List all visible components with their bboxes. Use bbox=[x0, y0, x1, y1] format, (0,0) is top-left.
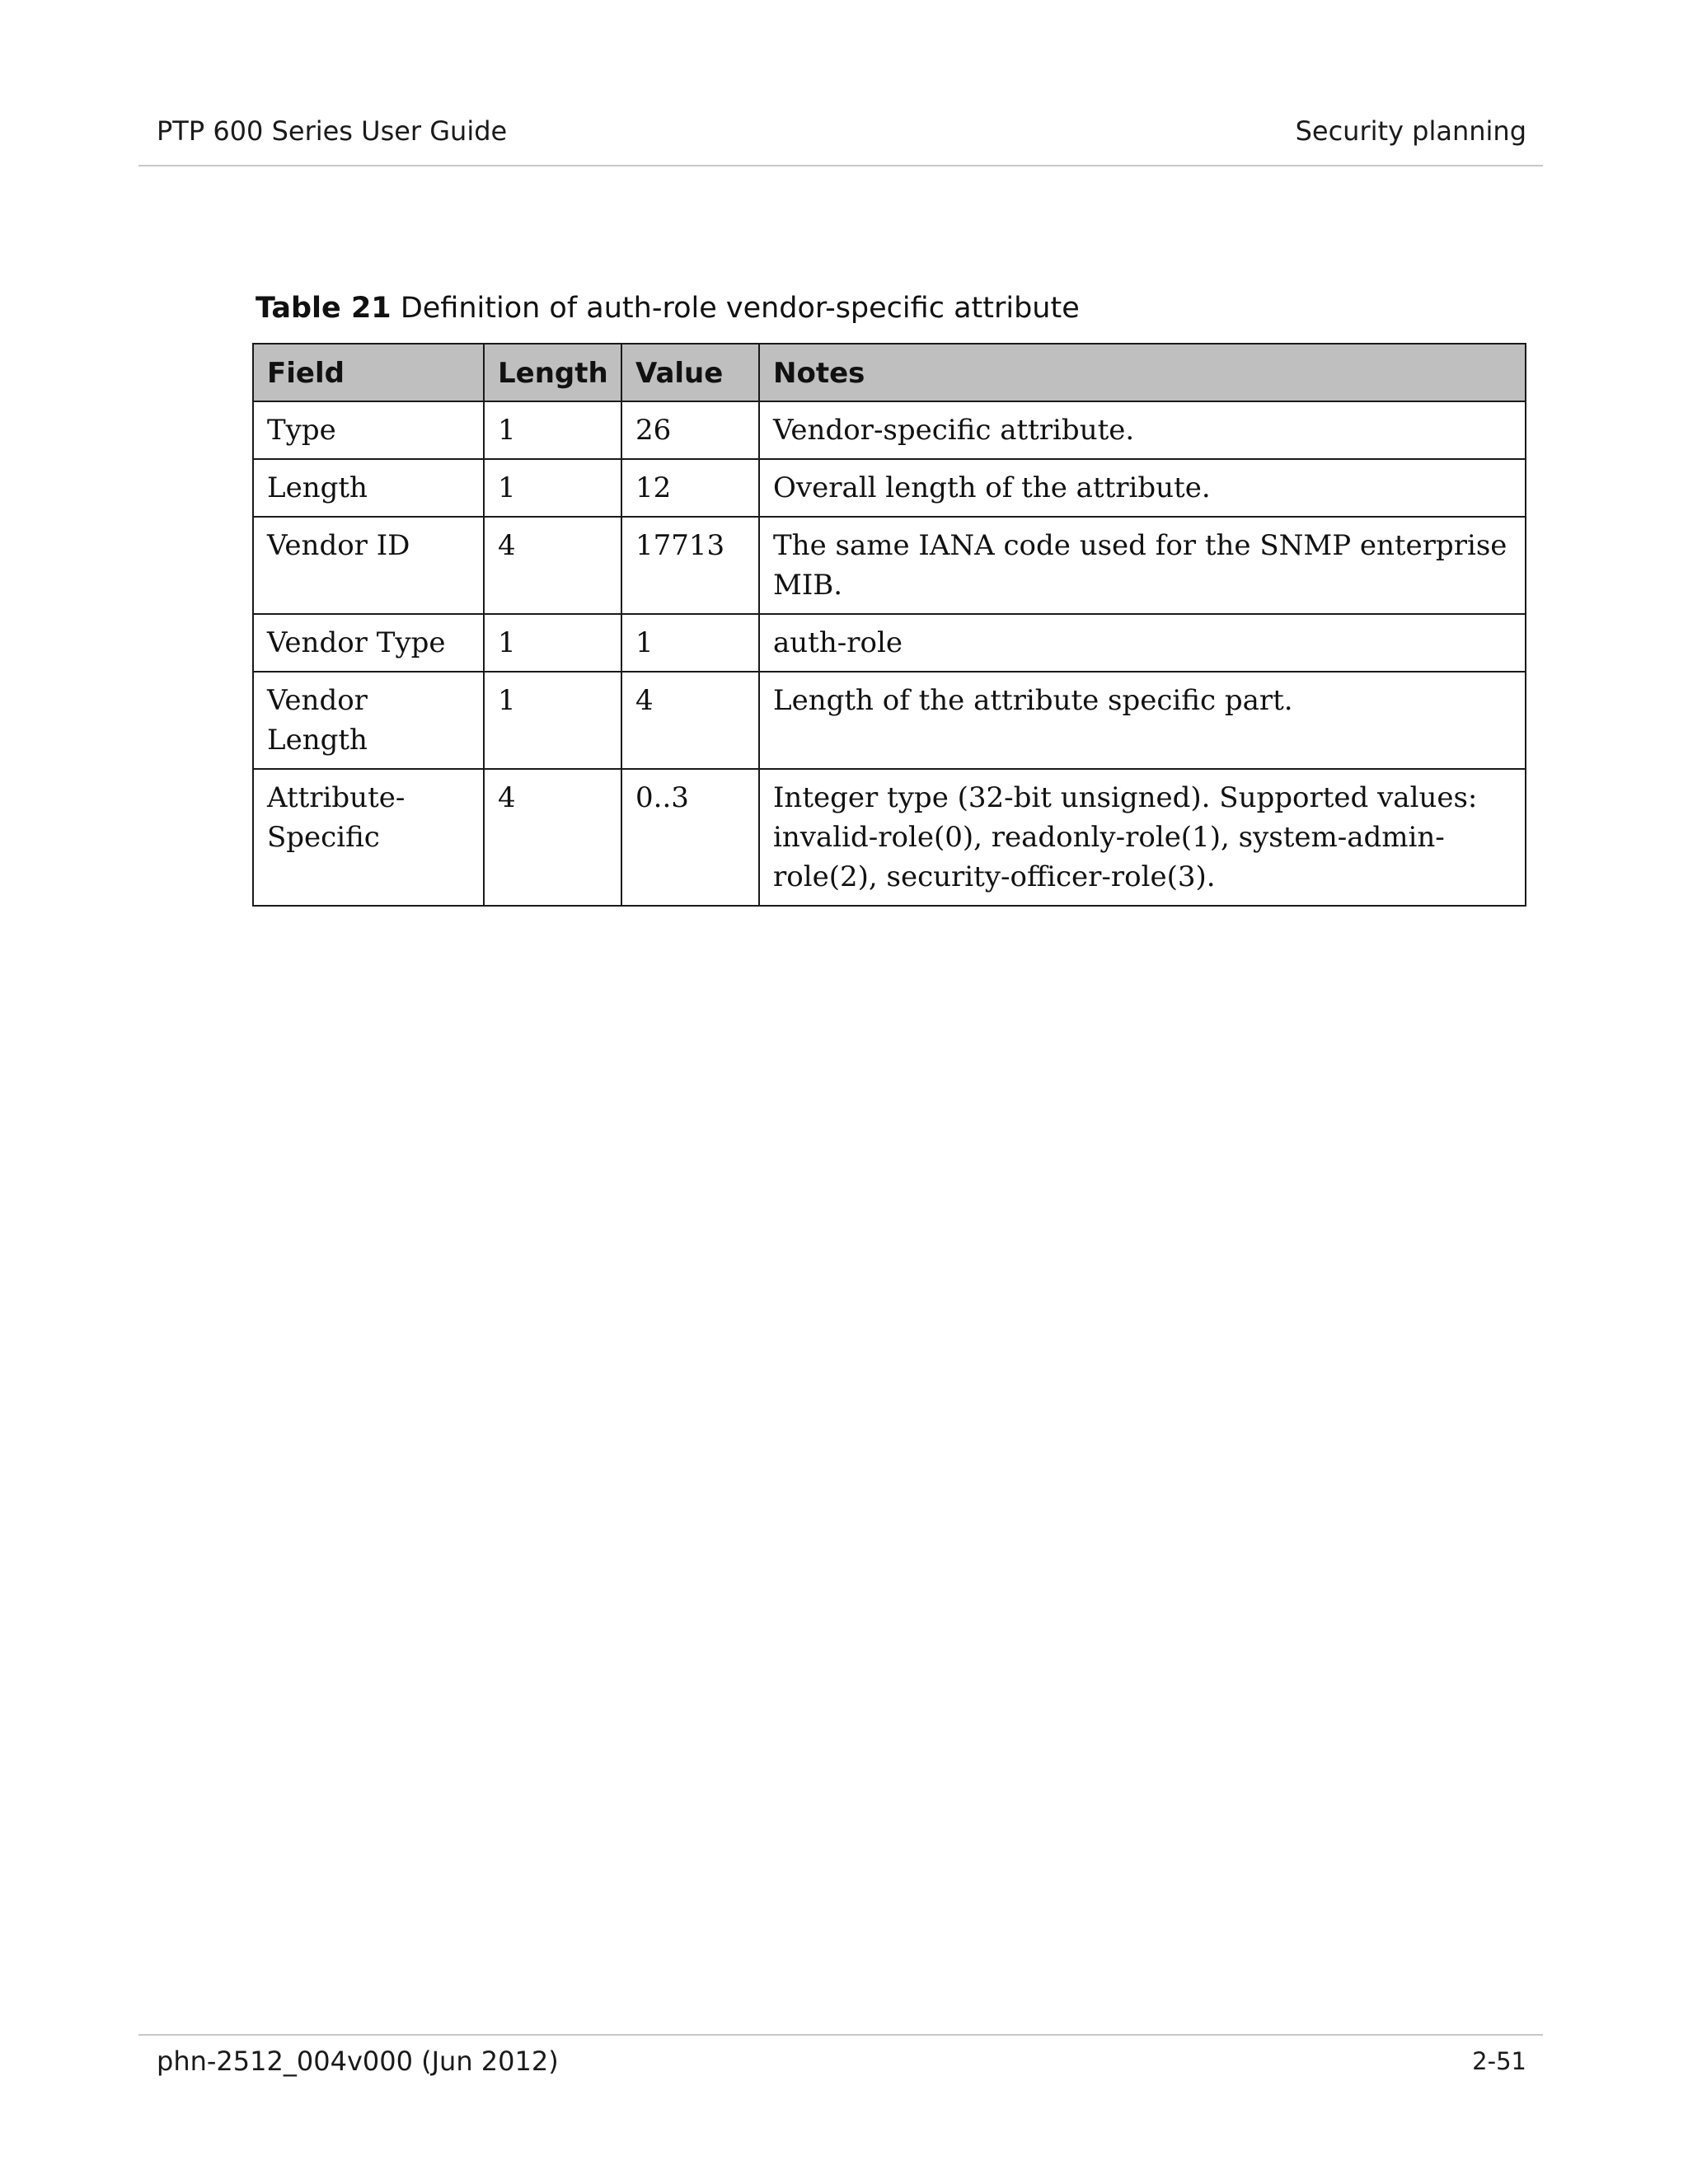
document-id: phn-2512_004v000 (Jun 2012) bbox=[157, 2046, 559, 2077]
cell-length: 4 bbox=[484, 517, 621, 614]
cell-value: 17713 bbox=[621, 517, 759, 614]
document-title: PTP 600 Series User Guide bbox=[157, 115, 508, 147]
cell-notes: Length of the attribute specific part. bbox=[759, 672, 1526, 769]
table-row bbox=[253, 769, 1526, 906]
attribute-definition-table bbox=[252, 343, 1526, 907]
cell-length: 1 bbox=[484, 459, 621, 517]
table-row bbox=[253, 401, 1526, 459]
cell-value: 4 bbox=[621, 672, 759, 769]
table-number: Table 21 bbox=[256, 292, 392, 325]
cell-value: 12 bbox=[621, 459, 759, 517]
page-footer bbox=[138, 2034, 1543, 2118]
cell-field: Vendor Type bbox=[253, 614, 484, 672]
cell-notes: Integer type (32-bit unsigned). Supported values: invalid-role(0), readonly-role(1), system-admin-role(2), security-officer-role(3). bbox=[759, 769, 1526, 906]
column-header-field: Field bbox=[253, 344, 484, 401]
cell-length: 1 bbox=[484, 401, 621, 459]
table-row bbox=[253, 614, 1526, 672]
table-row bbox=[253, 517, 1526, 614]
cell-value: 0..3 bbox=[621, 769, 759, 906]
table-row bbox=[253, 672, 1526, 769]
cell-field: Type bbox=[253, 401, 484, 459]
cell-value: 1 bbox=[621, 614, 759, 672]
cell-length: 1 bbox=[484, 614, 621, 672]
column-header-length: Length bbox=[484, 344, 621, 401]
table-header-row bbox=[253, 344, 1526, 401]
cell-notes: The same IANA code used for the SNMP enterprise MIB. bbox=[759, 517, 1526, 614]
cell-notes: Overall length of the attribute. bbox=[759, 459, 1526, 517]
column-header-value: Value bbox=[621, 344, 759, 401]
cell-field: Vendor Length bbox=[253, 672, 484, 769]
cell-notes: Vendor-specific attribute. bbox=[759, 401, 1526, 459]
table-row bbox=[253, 459, 1526, 517]
page-header bbox=[138, 0, 1543, 166]
cell-value: 26 bbox=[621, 401, 759, 459]
cell-field: Length bbox=[253, 459, 484, 517]
page-number: 2-51 bbox=[1472, 2047, 1526, 2075]
cell-length: 4 bbox=[484, 769, 621, 906]
cell-field: Attribute-Specific bbox=[253, 769, 484, 906]
cell-length: 1 bbox=[484, 672, 621, 769]
cell-notes: auth-role bbox=[759, 614, 1526, 672]
table-caption bbox=[256, 292, 1080, 325]
cell-field: Vendor ID bbox=[253, 517, 484, 614]
table-title: Definition of auth-role vendor-specific attribute bbox=[400, 292, 1080, 325]
section-title: Security planning bbox=[1295, 115, 1526, 147]
column-header-notes: Notes bbox=[759, 344, 1526, 401]
